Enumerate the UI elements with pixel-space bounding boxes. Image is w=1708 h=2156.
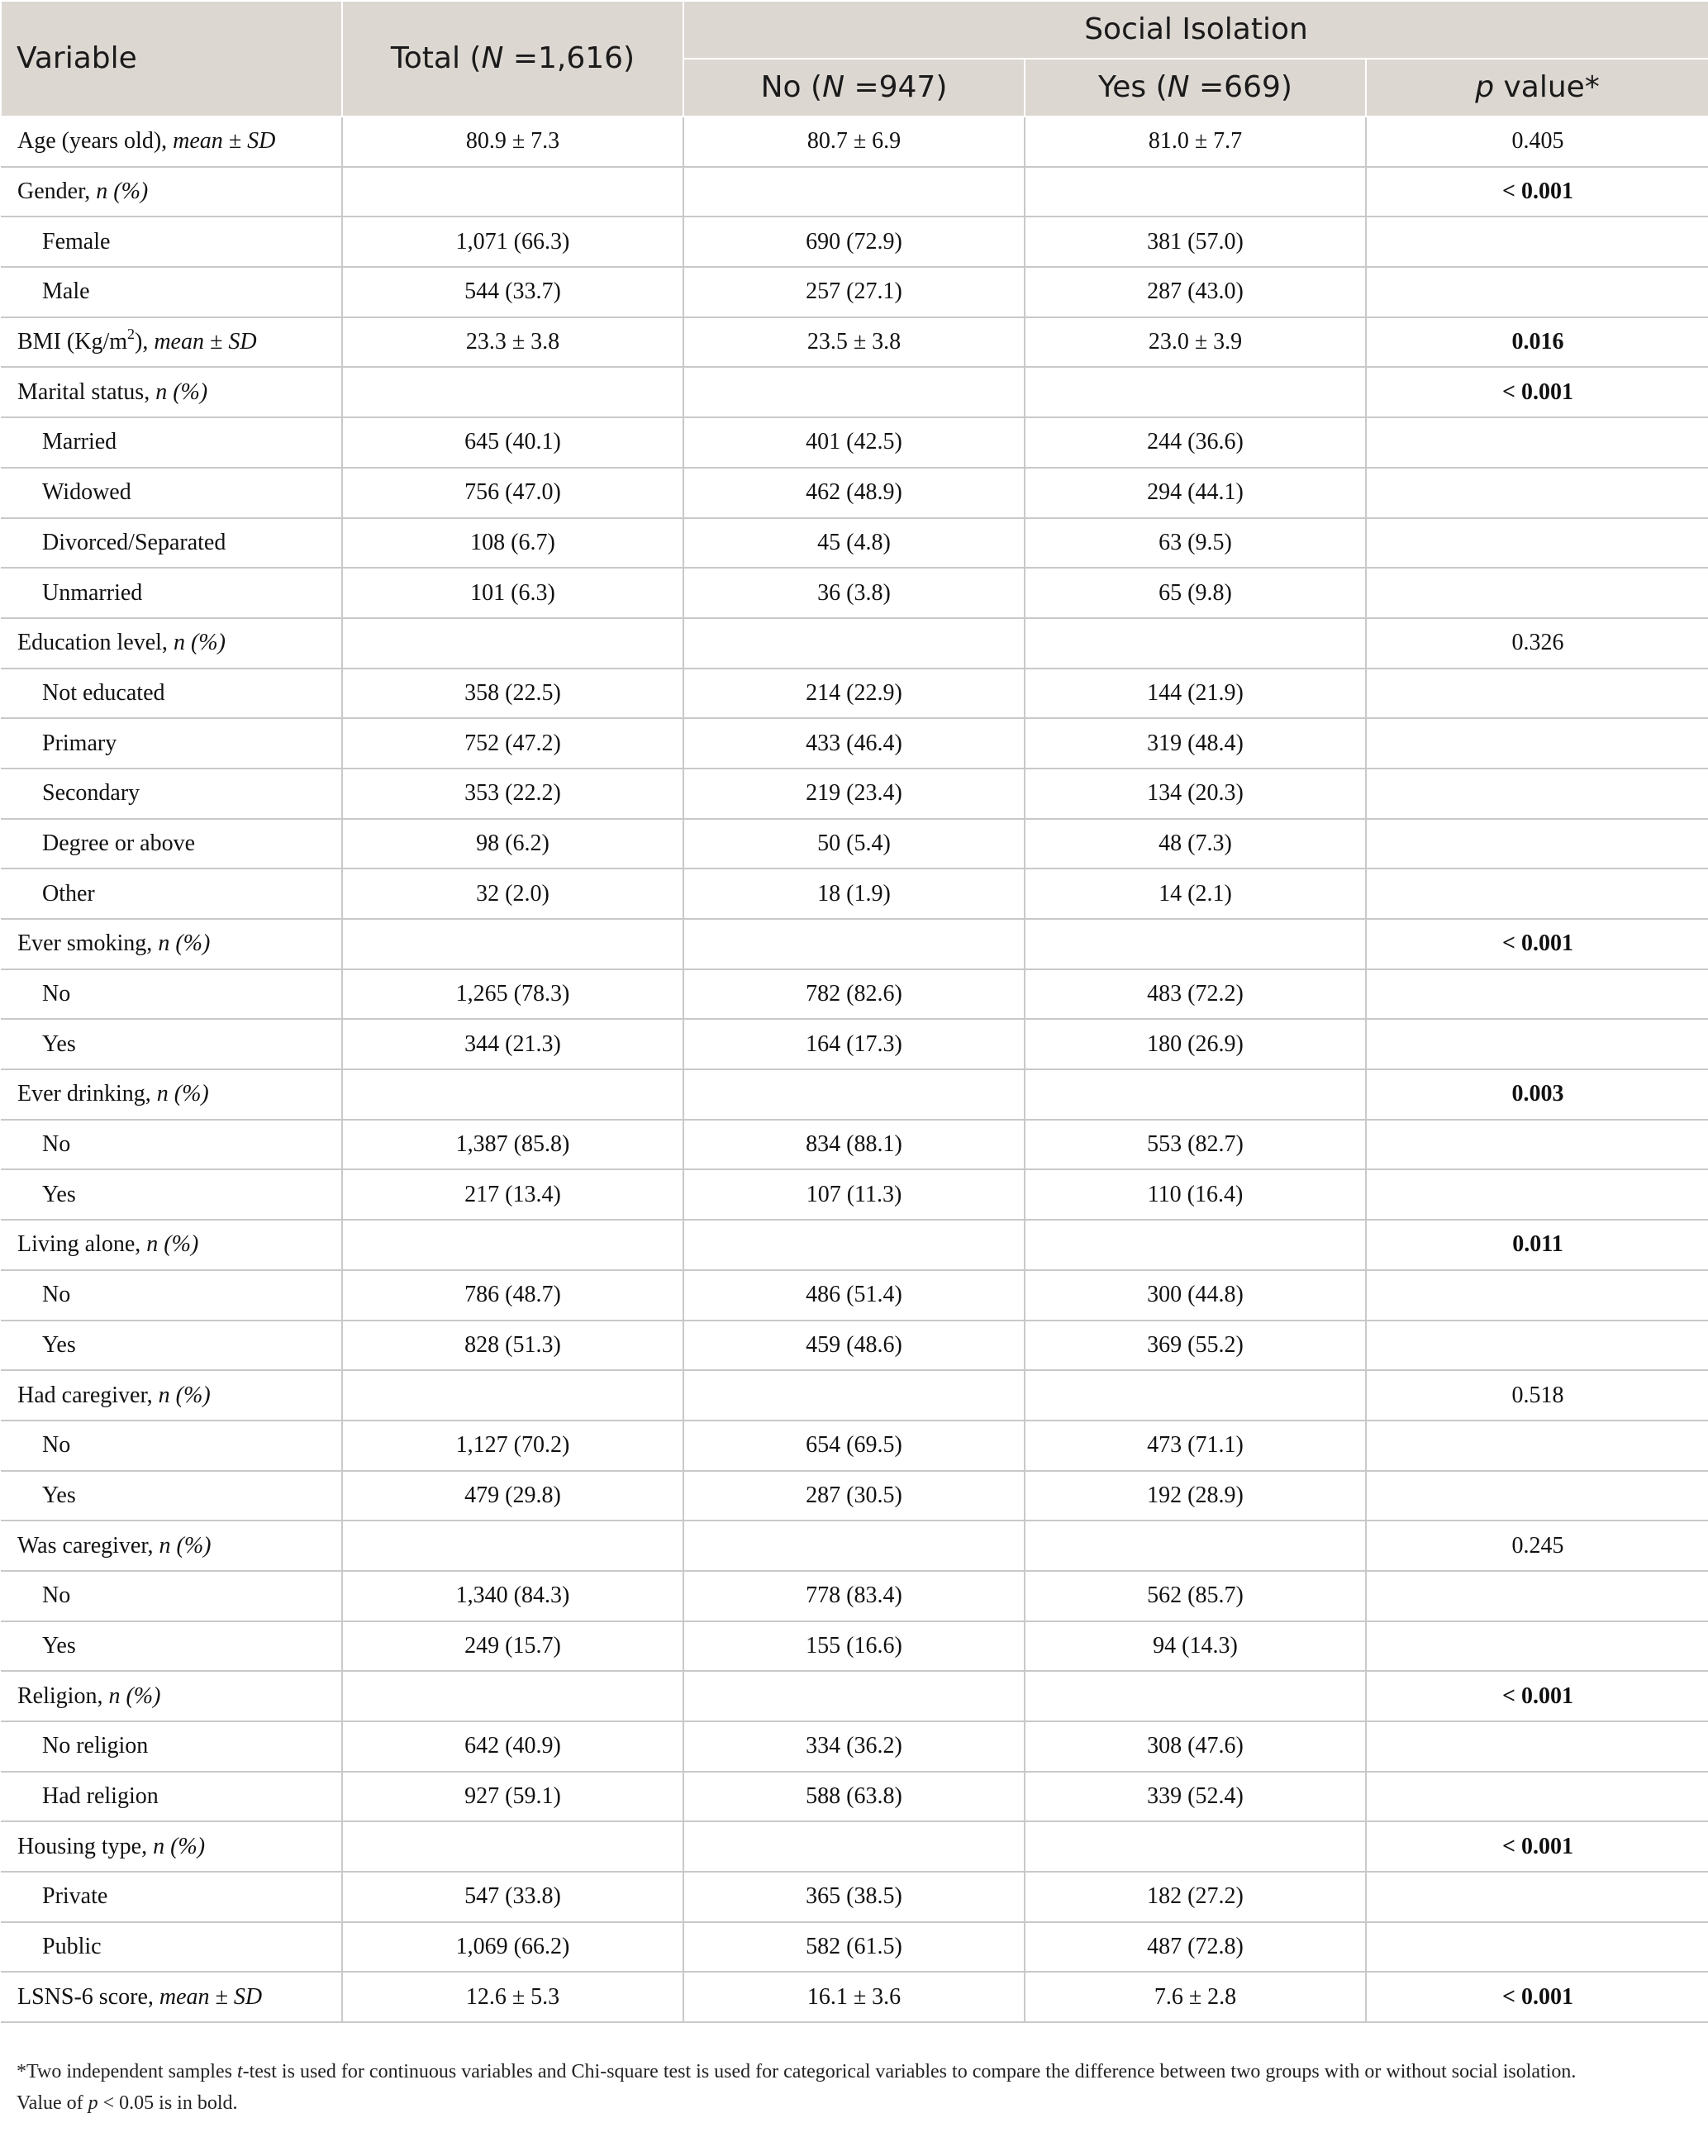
cell-no: 18 (1.9) bbox=[683, 869, 1025, 919]
table-row bbox=[1, 267, 1708, 317]
cell-total: 927 (59.1) bbox=[342, 1772, 683, 1822]
table-row bbox=[1, 117, 1708, 167]
cell-yes bbox=[1025, 1069, 1366, 1120]
cell-no bbox=[683, 1370, 1025, 1421]
cell-no bbox=[683, 367, 1025, 417]
cell-p bbox=[1366, 217, 1708, 267]
cell-yes: 244 (36.6) bbox=[1025, 417, 1366, 468]
cell-total: 1,265 (78.3) bbox=[342, 969, 683, 1020]
cell-p bbox=[1366, 1721, 1708, 1772]
table-row bbox=[1, 217, 1708, 267]
table-row bbox=[1, 1721, 1708, 1772]
cell-yes: 23.0 ± 3.9 bbox=[1025, 317, 1366, 368]
row-label: Not educated bbox=[1, 669, 342, 719]
cell-total bbox=[342, 1069, 683, 1120]
table-row bbox=[1, 568, 1708, 618]
cell-total: 108 (6.7) bbox=[342, 518, 683, 569]
row-label: Unmarried bbox=[1, 568, 342, 618]
cell-yes: 65 (9.8) bbox=[1025, 568, 1366, 618]
table-body bbox=[1, 117, 1708, 2022]
cell-p bbox=[1366, 819, 1708, 869]
cell-yes: 7.6 ± 2.8 bbox=[1025, 1972, 1366, 2022]
table-row bbox=[1, 1169, 1708, 1220]
footnotes bbox=[17, 2056, 1694, 2119]
cell-p: < 0.001 bbox=[1366, 167, 1708, 217]
cell-total bbox=[342, 1370, 683, 1421]
cell-p bbox=[1366, 869, 1708, 919]
cell-total bbox=[342, 1220, 683, 1270]
header-no: No (N =947) bbox=[683, 59, 1025, 117]
footnote-bold: Value of p < 0.05 is in bold. bbox=[17, 2092, 238, 2114]
cell-total: 12.6 ± 5.3 bbox=[342, 1972, 683, 2022]
row-label: No bbox=[1, 969, 342, 1020]
row-label: No bbox=[1, 1421, 342, 1471]
cell-p bbox=[1366, 417, 1708, 468]
cell-p bbox=[1366, 1321, 1708, 1371]
row-label: Other bbox=[1, 869, 342, 919]
cell-total: 1,387 (85.8) bbox=[342, 1120, 683, 1170]
cell-p: 0.245 bbox=[1366, 1521, 1708, 1571]
cell-p: < 0.001 bbox=[1366, 1671, 1708, 1721]
row-label: Gender, n (%) bbox=[1, 167, 342, 217]
cell-total bbox=[342, 1821, 683, 1872]
row-label: Age (years old), mean ± SD bbox=[1, 117, 342, 167]
table-row bbox=[1, 1621, 1708, 1672]
cell-p: 0.518 bbox=[1366, 1370, 1708, 1421]
cell-no: 459 (48.6) bbox=[683, 1321, 1025, 1371]
cell-no bbox=[683, 1220, 1025, 1270]
cell-yes bbox=[1025, 367, 1366, 417]
cell-p: 0.016 bbox=[1366, 317, 1708, 368]
cell-no: 36 (3.8) bbox=[683, 568, 1025, 618]
cell-total: 358 (22.5) bbox=[342, 669, 683, 719]
cell-total: 1,127 (70.2) bbox=[342, 1421, 683, 1471]
cell-yes: 192 (28.9) bbox=[1025, 1471, 1366, 1521]
cell-yes bbox=[1025, 1521, 1366, 1571]
cell-p bbox=[1366, 1772, 1708, 1822]
cell-total: 1,340 (84.3) bbox=[342, 1571, 683, 1621]
table-row bbox=[1, 1772, 1708, 1822]
row-label: Divorced/Separated bbox=[1, 518, 342, 569]
row-label: Widowed bbox=[1, 468, 342, 518]
cell-no: 23.5 ± 3.8 bbox=[683, 317, 1025, 368]
cell-no bbox=[683, 167, 1025, 217]
row-label: Living alone, n (%) bbox=[1, 1220, 342, 1270]
cell-p: 0.003 bbox=[1366, 1069, 1708, 1120]
cell-yes: 562 (85.7) bbox=[1025, 1571, 1366, 1621]
cell-total: 98 (6.2) bbox=[342, 819, 683, 869]
header-total: Total (N =1,616) bbox=[342, 1, 683, 117]
cell-yes: 553 (82.7) bbox=[1025, 1120, 1366, 1170]
cell-total: 547 (33.8) bbox=[342, 1872, 683, 1922]
cell-yes bbox=[1025, 1671, 1366, 1721]
cell-total: 1,069 (66.2) bbox=[342, 1922, 683, 1973]
cell-no: 401 (42.5) bbox=[683, 417, 1025, 468]
table-row bbox=[1, 1370, 1708, 1421]
row-label: No bbox=[1, 1270, 342, 1321]
table-row bbox=[1, 167, 1708, 217]
cell-total: 353 (22.2) bbox=[342, 769, 683, 819]
cell-p: < 0.001 bbox=[1366, 367, 1708, 417]
cell-yes bbox=[1025, 1220, 1366, 1270]
row-label: Yes bbox=[1, 1019, 342, 1069]
table-row bbox=[1, 1872, 1708, 1922]
table-row bbox=[1, 1069, 1708, 1120]
row-label: No religion bbox=[1, 1721, 342, 1772]
cell-yes bbox=[1025, 167, 1366, 217]
table-row bbox=[1, 1220, 1708, 1270]
cell-p bbox=[1366, 267, 1708, 317]
cell-p bbox=[1366, 468, 1708, 518]
row-label: BMI $(Kg/m^2)$, mean ± SD bbox=[1, 317, 342, 368]
cell-p: < 0.001 bbox=[1366, 1972, 1708, 2022]
cell-no: 214 (22.9) bbox=[683, 669, 1025, 719]
cell-p bbox=[1366, 718, 1708, 769]
table-row bbox=[1, 1019, 1708, 1069]
cell-no bbox=[683, 1521, 1025, 1571]
row-label: Ever drinking, n (%) bbox=[1, 1069, 342, 1120]
table-row bbox=[1, 468, 1708, 518]
cell-total: 32 (2.0) bbox=[342, 869, 683, 919]
cell-yes: 144 (21.9) bbox=[1025, 669, 1366, 719]
table-row bbox=[1, 969, 1708, 1020]
header-variable: Variable bbox=[1, 1, 342, 117]
cell-total: 479 (29.8) bbox=[342, 1471, 683, 1521]
table-row bbox=[1, 1922, 1708, 1973]
row-label: Yes bbox=[1, 1169, 342, 1220]
row-label: Had religion bbox=[1, 1772, 342, 1822]
cell-total: 828 (51.3) bbox=[342, 1321, 683, 1371]
table-row bbox=[1, 819, 1708, 869]
cell-yes: 473 (71.1) bbox=[1025, 1421, 1366, 1471]
cell-no: 588 (63.8) bbox=[683, 1772, 1025, 1822]
row-label: Housing type, n (%) bbox=[1, 1821, 342, 1872]
cell-total bbox=[342, 1521, 683, 1571]
cell-yes: 287 (43.0) bbox=[1025, 267, 1366, 317]
cell-total: 101 (6.3) bbox=[342, 568, 683, 618]
row-label: Ever smoking, n (%) bbox=[1, 919, 342, 969]
cell-p bbox=[1366, 568, 1708, 618]
table-row bbox=[1, 1571, 1708, 1621]
cell-total bbox=[342, 367, 683, 417]
cell-total bbox=[342, 167, 683, 217]
row-label: No bbox=[1, 1120, 342, 1170]
cell-yes: 63 (9.5) bbox=[1025, 518, 1366, 569]
table-row bbox=[1, 769, 1708, 819]
cell-no: 582 (61.5) bbox=[683, 1922, 1025, 1973]
cell-no: 834 (88.1) bbox=[683, 1120, 1025, 1170]
table-row bbox=[1, 869, 1708, 919]
cell-total: 80.9 ± 7.3 bbox=[342, 117, 683, 167]
cell-no: 80.7 ± 6.9 bbox=[683, 117, 1025, 167]
table-row bbox=[1, 367, 1708, 417]
cell-yes: 180 (26.9) bbox=[1025, 1019, 1366, 1069]
cell-p bbox=[1366, 1571, 1708, 1621]
cell-no bbox=[683, 1069, 1025, 1120]
cell-yes: 48 (7.3) bbox=[1025, 819, 1366, 869]
cell-no: 778 (83.4) bbox=[683, 1571, 1025, 1621]
table-row bbox=[1, 518, 1708, 569]
row-label: Had caregiver, n (%) bbox=[1, 1370, 342, 1421]
cell-total: 344 (21.3) bbox=[342, 1019, 683, 1069]
cell-yes: 369 (55.2) bbox=[1025, 1321, 1366, 1371]
row-label: Was caregiver, n (%) bbox=[1, 1521, 342, 1571]
cell-yes: 294 (44.1) bbox=[1025, 468, 1366, 518]
cell-no: 219 (23.4) bbox=[683, 769, 1025, 819]
cell-total bbox=[342, 919, 683, 969]
header-yes: Yes (N =669) bbox=[1025, 59, 1366, 117]
cell-total: 544 (33.7) bbox=[342, 267, 683, 317]
table-row bbox=[1, 317, 1708, 368]
table-row bbox=[1, 1321, 1708, 1371]
row-label: Yes bbox=[1, 1471, 342, 1521]
cell-p bbox=[1366, 1421, 1708, 1471]
table-row bbox=[1, 417, 1708, 468]
table-row bbox=[1, 1471, 1708, 1521]
table-row bbox=[1, 1821, 1708, 1872]
cell-no: 50 (5.4) bbox=[683, 819, 1025, 869]
cell-total: 645 (40.1) bbox=[342, 417, 683, 468]
cell-no: 287 (30.5) bbox=[683, 1471, 1025, 1521]
cell-yes: 300 (44.8) bbox=[1025, 1270, 1366, 1321]
cell-p: < 0.001 bbox=[1366, 1821, 1708, 1872]
cell-total: 642 (40.9) bbox=[342, 1721, 683, 1772]
cell-total: 756 (47.0) bbox=[342, 468, 683, 518]
cell-total: 1,071 (66.3) bbox=[342, 217, 683, 267]
row-label: Religion, n (%) bbox=[1, 1671, 342, 1721]
cell-yes: 319 (48.4) bbox=[1025, 718, 1366, 769]
cell-total: 786 (48.7) bbox=[342, 1270, 683, 1321]
cell-yes bbox=[1025, 919, 1366, 969]
cell-yes: 110 (16.4) bbox=[1025, 1169, 1366, 1220]
cell-no bbox=[683, 618, 1025, 669]
table-row bbox=[1, 1421, 1708, 1471]
cell-total: 752 (47.2) bbox=[342, 718, 683, 769]
cell-total: 23.3 ± 3.8 bbox=[342, 317, 683, 368]
cell-total bbox=[342, 618, 683, 669]
cell-p bbox=[1366, 1019, 1708, 1069]
cell-no: 462 (48.9) bbox=[683, 468, 1025, 518]
cell-no: 164 (17.3) bbox=[683, 1019, 1025, 1069]
cell-p: 0.405 bbox=[1366, 117, 1708, 167]
cell-yes: 134 (20.3) bbox=[1025, 769, 1366, 819]
table-row bbox=[1, 919, 1708, 969]
cell-no: 782 (82.6) bbox=[683, 969, 1025, 1020]
row-label: Education level, n (%) bbox=[1, 618, 342, 669]
table-row bbox=[1, 1521, 1708, 1571]
cell-p bbox=[1366, 1621, 1708, 1672]
cell-yes: 483 (72.2) bbox=[1025, 969, 1366, 1020]
cell-no: 486 (51.4) bbox=[683, 1270, 1025, 1321]
row-label: No bbox=[1, 1571, 342, 1621]
cell-no bbox=[683, 1821, 1025, 1872]
table-row bbox=[1, 1270, 1708, 1321]
row-label: LSNS-6 score, mean ± SD bbox=[1, 1972, 342, 2022]
table-row bbox=[1, 718, 1708, 769]
row-label: Marital status, n (%) bbox=[1, 367, 342, 417]
cell-yes: 339 (52.4) bbox=[1025, 1772, 1366, 1822]
cell-yes bbox=[1025, 1821, 1366, 1872]
row-label: Yes bbox=[1, 1321, 342, 1371]
cell-total: 217 (13.4) bbox=[342, 1169, 683, 1220]
cell-yes bbox=[1025, 618, 1366, 669]
cell-total bbox=[342, 1671, 683, 1721]
cell-p bbox=[1366, 1922, 1708, 1973]
cell-p bbox=[1366, 518, 1708, 569]
cell-p bbox=[1366, 1120, 1708, 1170]
cell-no: 433 (46.4) bbox=[683, 718, 1025, 769]
row-label: Degree or above bbox=[1, 819, 342, 869]
cell-p bbox=[1366, 1471, 1708, 1521]
cell-p bbox=[1366, 1169, 1708, 1220]
row-label: Female bbox=[1, 217, 342, 267]
cell-total: 249 (15.7) bbox=[342, 1621, 683, 1672]
footnote-tests: *Two independent samples t-test is used for continuous variables and Chi-square test is used for categorical variables to compare the difference between two groups with or without social isolation. bbox=[17, 2061, 1577, 2082]
row-label: Public bbox=[1, 1922, 342, 1973]
table-row bbox=[1, 1120, 1708, 1170]
cell-p bbox=[1366, 969, 1708, 1020]
cell-p: 0.326 bbox=[1366, 618, 1708, 669]
cell-no: 690 (72.9) bbox=[683, 217, 1025, 267]
cell-yes: 14 (2.1) bbox=[1025, 869, 1366, 919]
row-label: Yes bbox=[1, 1621, 342, 1672]
cell-no bbox=[683, 1671, 1025, 1721]
cell-no: 365 (38.5) bbox=[683, 1872, 1025, 1922]
cell-p bbox=[1366, 769, 1708, 819]
row-label: Primary bbox=[1, 718, 342, 769]
cell-no: 45 (4.8) bbox=[683, 518, 1025, 569]
table-row bbox=[1, 1972, 1708, 2022]
cell-yes: 308 (47.6) bbox=[1025, 1721, 1366, 1772]
cell-no: 654 (69.5) bbox=[683, 1421, 1025, 1471]
cell-yes: 487 (72.8) bbox=[1025, 1922, 1366, 1973]
cell-p: < 0.001 bbox=[1366, 919, 1708, 969]
table-row bbox=[1, 618, 1708, 669]
cell-no: 107 (11.3) bbox=[683, 1169, 1025, 1220]
cell-yes: 182 (27.2) bbox=[1025, 1872, 1366, 1922]
cell-yes: 81.0 ± 7.7 bbox=[1025, 117, 1366, 167]
cell-no: 334 (36.2) bbox=[683, 1721, 1025, 1772]
cell-yes bbox=[1025, 1370, 1366, 1421]
row-label: Secondary bbox=[1, 769, 342, 819]
header-p-value: p value* bbox=[1366, 59, 1708, 117]
header-social-isolation: Social Isolation bbox=[683, 1, 1708, 59]
row-label: Male bbox=[1, 267, 342, 317]
cell-no bbox=[683, 919, 1025, 969]
cell-p bbox=[1366, 669, 1708, 719]
table-row bbox=[1, 669, 1708, 719]
row-label: Married bbox=[1, 417, 342, 468]
cell-no: 16.1 ± 3.6 bbox=[683, 1972, 1025, 2022]
table-row bbox=[1, 1671, 1708, 1721]
cell-no: 257 (27.1) bbox=[683, 267, 1025, 317]
cell-no: 155 (16.6) bbox=[683, 1621, 1025, 1672]
cell-p bbox=[1366, 1872, 1708, 1922]
cell-yes: 381 (57.0) bbox=[1025, 217, 1366, 267]
cell-p bbox=[1366, 1270, 1708, 1321]
row-label: Private bbox=[1, 1872, 342, 1922]
cell-p: 0.011 bbox=[1366, 1220, 1708, 1270]
cell-yes: 94 (14.3) bbox=[1025, 1621, 1366, 1672]
